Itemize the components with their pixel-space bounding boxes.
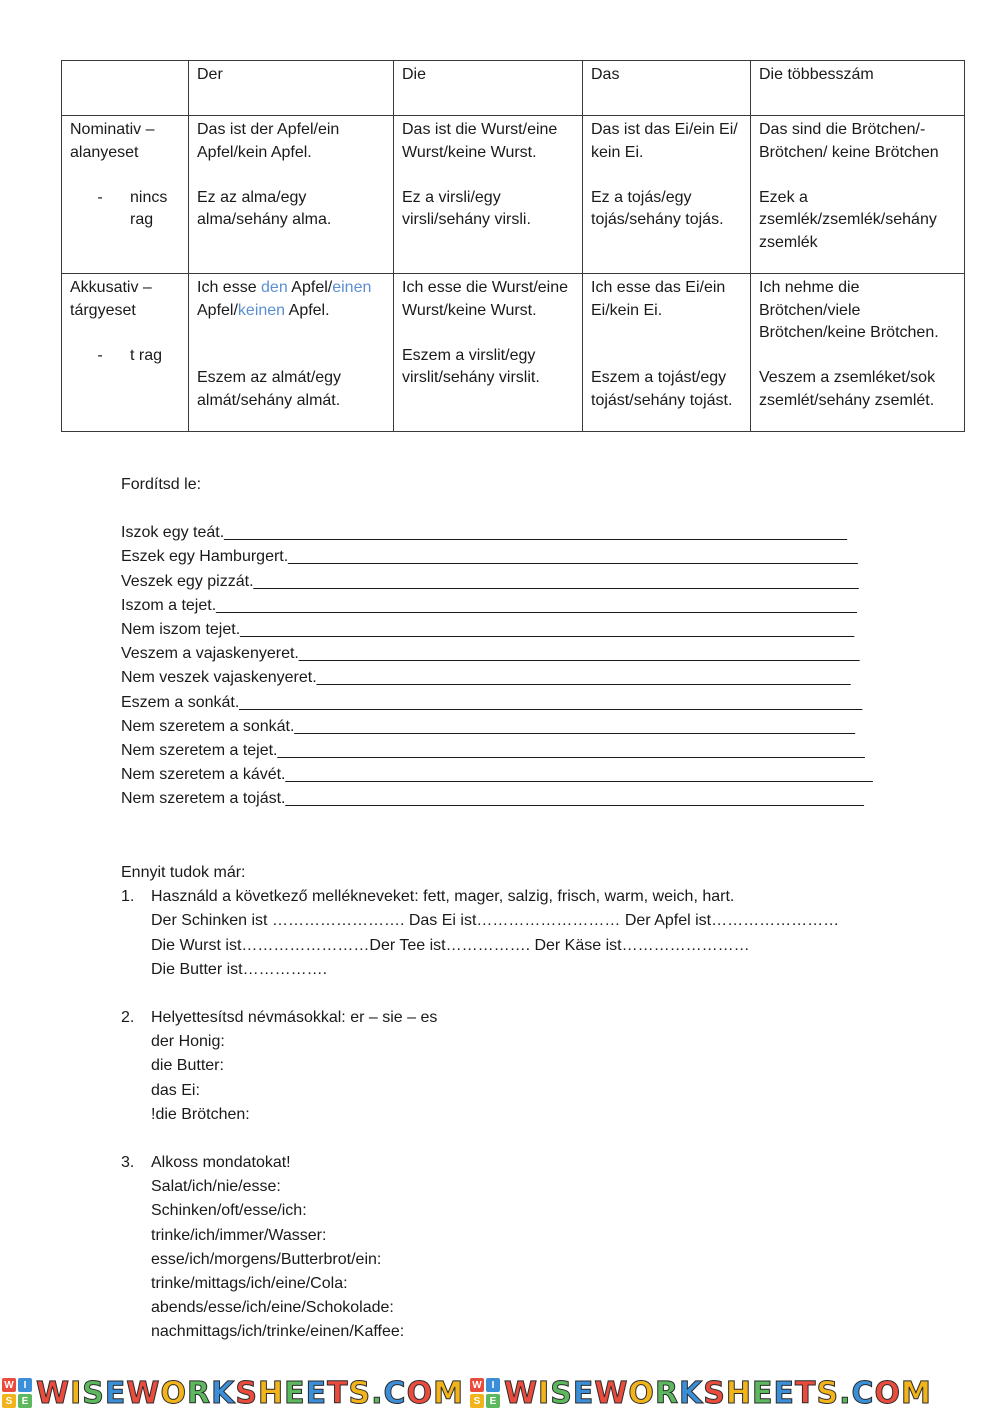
- translate-line[interactable]: Nem veszek vajaskenyeret.____________________________________________________________: [121, 669, 851, 687]
- brand-letter: S: [550, 1375, 573, 1411]
- exercise-3-instruction: Alkoss mondatokat!: [151, 1154, 291, 1172]
- brand-letter: W: [126, 1375, 161, 1411]
- header-cell-das: Das: [583, 61, 751, 116]
- brand-letter: I: [538, 1375, 551, 1411]
- brand-letter: R: [654, 1375, 680, 1411]
- brand-letter: H: [725, 1375, 753, 1411]
- exercise-3-line[interactable]: esse/ich/morgens/Butterbrot/ein:: [151, 1250, 382, 1268]
- translate-line[interactable]: Nem szeretem a kávét.__________________________________________________________________: [121, 766, 873, 784]
- brand-letter: .: [839, 1375, 852, 1411]
- brand-logo-icon: W I S E: [470, 1378, 500, 1408]
- akkusativ-label-hu: tárgyeset: [70, 301, 136, 319]
- translate-section: [121, 473, 873, 812]
- nominativ-label: Nominativ –: [70, 121, 155, 138]
- brand-letter: E: [773, 1375, 796, 1411]
- exercise-3-line[interactable]: trinke/ich/immer/Wasser:: [151, 1226, 327, 1244]
- brand-letter: T: [795, 1375, 817, 1411]
- translate-line[interactable]: Eszek egy Hamburgert.________________________________________________________________: [121, 548, 858, 566]
- brand-letter: K: [211, 1375, 236, 1411]
- grammar-table: [61, 60, 965, 432]
- exercises-title: Ennyit tudok már:: [121, 864, 246, 881]
- nominativ-das-cell: Das ist das Ei/ein Ei/ kein Ei. Ez a tojás/egy tojás/sehány tojás.: [583, 116, 751, 274]
- brand-letter: S: [82, 1375, 105, 1411]
- brand-letter: E: [752, 1375, 774, 1411]
- exercise-2-instruction: Helyettesítsd névmásokkal: er – sie – es: [151, 1009, 438, 1027]
- brand-letter: O: [406, 1375, 434, 1411]
- exercise-1-line[interactable]: Der Schinken ist ……………………. Das Ei ist……………………… Der Apfel ist……………………: [151, 912, 840, 930]
- brand-letter: M: [901, 1375, 932, 1411]
- akkusativ-suffix-note: - t rag: [97, 346, 163, 364]
- brand-letter: E: [305, 1375, 328, 1411]
- footer-watermark: [0, 1373, 1000, 1413]
- highlight-einen: einen: [332, 279, 372, 296]
- exercise-3-line[interactable]: trinke/mittags/ich/eine/Cola:: [151, 1275, 348, 1293]
- table-row-nominativ: [62, 116, 965, 274]
- translate-line[interactable]: Iszok egy teát.______________________________________________________________________: [121, 524, 848, 542]
- brand-letter: O: [160, 1375, 187, 1411]
- translate-line[interactable]: Veszek egy pizzát.____________________________________________________________________: [121, 572, 859, 590]
- brand-letter: R: [186, 1375, 212, 1411]
- header-cell-empty: [62, 61, 189, 116]
- exercise-1-line[interactable]: Die Wurst ist……………………Der Tee ist……………. Der Käse ist……………………: [151, 936, 750, 954]
- brand-letter: H: [257, 1375, 285, 1411]
- nominativ-suffix-note: - nincs rag: [97, 188, 168, 228]
- table-header-row: [62, 61, 965, 116]
- akkusativ-plural-cell: Ich nehme die Brötchen/viele Brötchen/keine Brötchen. Veszem a zsemléket/sok zsemlét/sehány zsemlét.: [751, 274, 965, 432]
- highlight-den: den: [261, 279, 288, 296]
- exercise-1-instruction: Használd a következő mellékneveket: fett, mager, salzig, frisch, warm, weich, hart.: [151, 888, 735, 906]
- brand-letter: E: [104, 1375, 127, 1411]
- exercises-section: [121, 861, 839, 1345]
- akkusativ-label: Akkusativ –: [70, 279, 152, 296]
- exercise-1: 1. Használd a következő mellékneveket: fett, mager, salzig, frisch, warm, weich, hart. Der Schinken ist ……………………. Das Ei ist……………………… Der Apfel ist…………………… Die Wurst ist……………………Der Tee ist……………. Der Käse ist…………………… Die Butter ist…………….: [121, 885, 839, 982]
- akkusativ-die-cell: Ich esse die Wurst/eine Wurst/keine Wurst. Eszem a virslit/egy virslit/sehány virslit.: [394, 274, 583, 432]
- exercise-3-line[interactable]: Schinken/oft/esse/ich:: [151, 1202, 307, 1220]
- brand-letter: W: [594, 1375, 629, 1411]
- exercise-2: 2. Helyettesítsd névmásokkal: er – sie – es der Honig: die Butter: das Ei: !die Brötchen:: [121, 1006, 839, 1127]
- brand-logo-icon: W I S E: [2, 1378, 32, 1408]
- akkusativ-das-cell: Ich esse das Ei/ein Ei/kein Ei. Eszem a tojást/egy tojást/sehány tojást.: [583, 274, 751, 432]
- brand-letter: S: [348, 1375, 372, 1411]
- exercise-2-line[interactable]: der Honig:: [151, 1033, 225, 1051]
- header-cell-plural: Die többesszám: [751, 61, 965, 116]
- brand-logo[interactable]: [2, 1376, 464, 1411]
- exercise-2-line[interactable]: !die Brötchen:: [151, 1105, 250, 1123]
- translate-line[interactable]: Nem szeretem a tejet.__________________________________________________________________: [121, 742, 865, 760]
- nominativ-label-cell: [62, 116, 189, 274]
- translate-line[interactable]: Nem iszom tejet._____________________________________________________________________: [121, 621, 855, 639]
- brand-letter: C: [383, 1375, 407, 1411]
- brand-letter: I: [70, 1375, 83, 1411]
- exercise-3: 3. Alkoss mondatokat! Salat/ich/nie/esse: Schinken/oft/esse/ich: trinke/ich/immer/Wasser: esse/ich/morgens/Butterbrot/ein: trinke/mittags/ich/eine/Cola: abends/esse/ich/eine/Schokolade: nachmittags/ich/trinke/einen/Kaffee:: [121, 1151, 839, 1345]
- brand-letter: S: [703, 1375, 726, 1411]
- exercise-2-line[interactable]: das Ei:: [151, 1081, 200, 1099]
- nominativ-plural-cell: Das sind die Brötchen/-Brötchen/ keine Brötchen Ezek a zsemlék/zsemlék/sehány zsemlék: [751, 116, 965, 274]
- header-cell-die: Die: [394, 61, 583, 116]
- brand-letter: O: [628, 1375, 655, 1411]
- translate-line[interactable]: Eszem a sonkát.______________________________________________________________________: [121, 693, 863, 711]
- brand-logo[interactable]: [470, 1376, 932, 1411]
- translate-line[interactable]: Nem szeretem a tojást._________________________________________________________________: [121, 790, 864, 808]
- brand-letter: S: [235, 1375, 258, 1411]
- translate-line[interactable]: Iszom a tejet.________________________________________________________________________: [121, 596, 857, 614]
- exercise-1-line[interactable]: Die Butter ist…………….: [151, 960, 328, 978]
- brand-letter: .: [371, 1375, 384, 1411]
- brand-letter: T: [327, 1375, 349, 1411]
- brand-letter: E: [572, 1375, 595, 1411]
- translate-line[interactable]: Nem szeretem a sonkát._______________________________________________________________: [121, 717, 855, 735]
- brand-letter: K: [679, 1375, 704, 1411]
- exercise-3-line[interactable]: nachmittags/ich/trinke/einen/Kaffee:: [151, 1323, 405, 1341]
- brand-letter: M: [433, 1375, 464, 1411]
- exercise-2-line[interactable]: die Butter:: [151, 1057, 224, 1075]
- highlight-keinen: keinen: [237, 301, 286, 319]
- exercise-3-line[interactable]: abends/esse/ich/eine/Schokolade:: [151, 1299, 394, 1317]
- brand-letter: W: [503, 1375, 539, 1411]
- brand-letter: E: [284, 1375, 306, 1411]
- brand-letter: O: [874, 1375, 902, 1411]
- brand-text: [504, 1376, 932, 1411]
- brand-text: [36, 1376, 464, 1411]
- nominativ-die-cell: Das ist die Wurst/eine Wurst/keine Wurst. Ez a virsli/egy virsli/sehány virsli.: [394, 116, 583, 274]
- header-cell-der: Der: [189, 61, 394, 116]
- akkusativ-der-cell: Ich esse den Apfel/einen Apfel/keinen Apfel. Eszem az almát/egy almát/sehány almát.: [189, 274, 394, 432]
- brand-letter: S: [816, 1375, 840, 1411]
- translate-lines: [121, 521, 873, 811]
- translate-title: Fordítsd le:: [121, 476, 202, 493]
- table-row-akkusativ: [62, 274, 965, 432]
- nominativ-der-cell: Das ist der Apfel/ein Apfel/kein Apfel. Ez az alma/egy alma/sehány alma.: [189, 116, 394, 274]
- translate-line[interactable]: Veszem a vajaskenyeret._______________________________________________________________: [121, 645, 860, 663]
- brand-letter: C: [851, 1375, 875, 1411]
- exercise-3-line[interactable]: Salat/ich/nie/esse:: [151, 1178, 281, 1196]
- nominativ-label-hu: alanyeset: [70, 143, 139, 161]
- brand-letter: W: [36, 1375, 71, 1411]
- akkusativ-label-cell: [62, 274, 189, 432]
